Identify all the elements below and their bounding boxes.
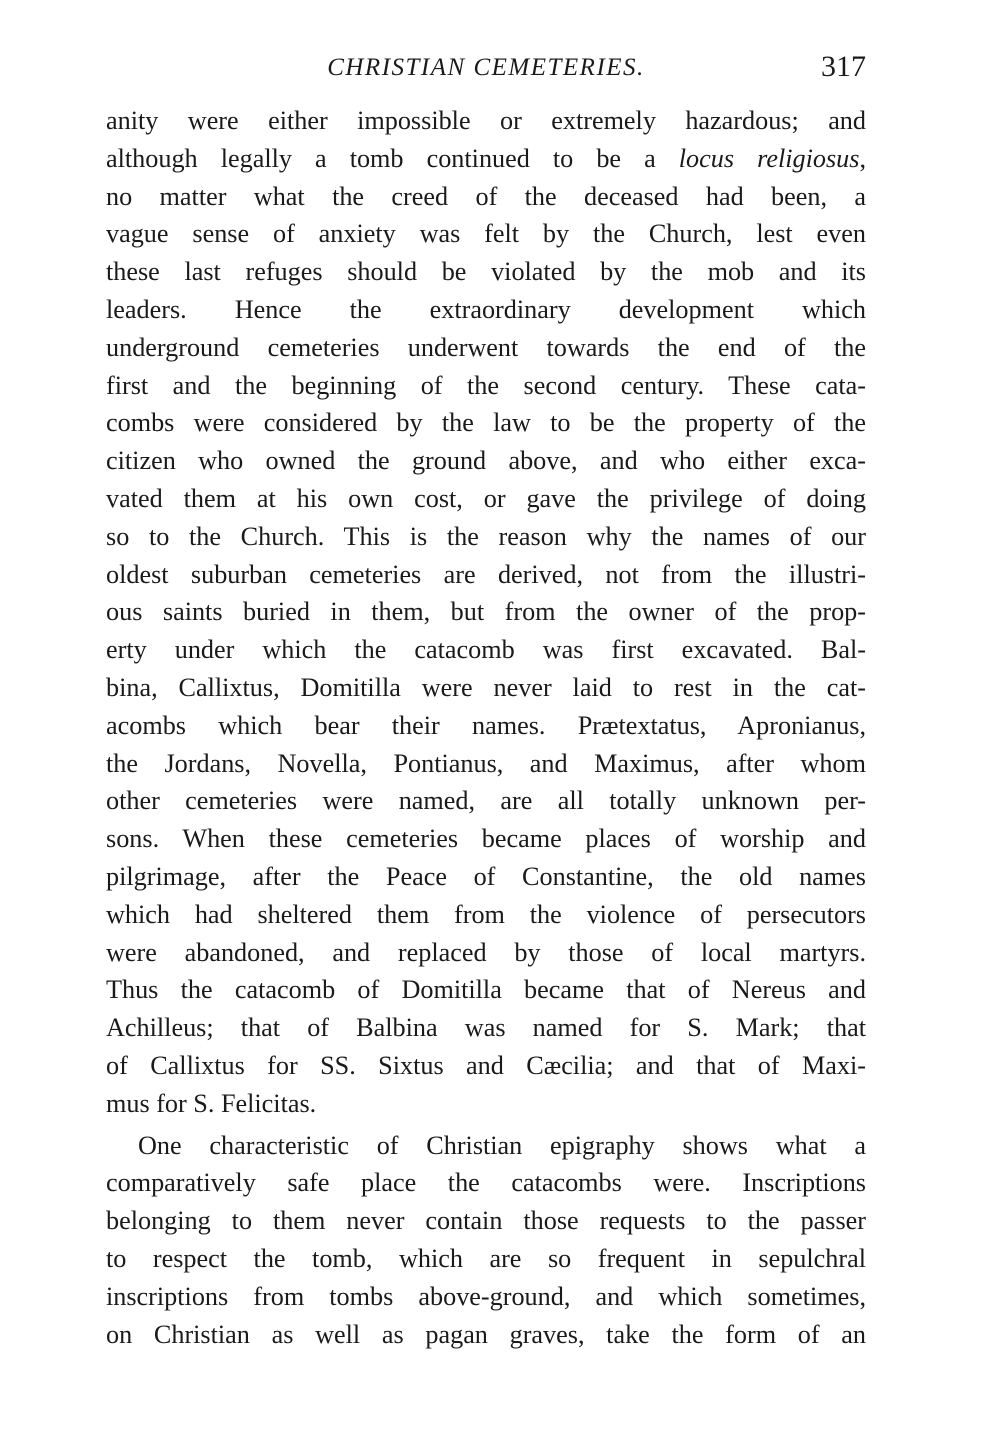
text-line: anity were either impossible or extremely hazardous; and — [106, 106, 866, 135]
text-line: Thus the catacomb of Domitilla became that of Nereus and — [106, 975, 866, 1005]
text-line: pilgrimage, after the Peace of Constantine, the old names — [106, 861, 866, 891]
text-line: although legally a tomb continued to be a locus religiosus, — [106, 143, 866, 173]
text-line: underground cemeteries underwent towards the end of the — [106, 332, 866, 362]
text-line: no matter what the creed of the deceased had been, a — [106, 181, 866, 211]
text-line: sons. When these cemeteries became places of worship and — [106, 824, 866, 854]
text-line: vated them at his own cost, or gave the privilege of doing — [106, 483, 866, 513]
text-line: comparatively safe place the catacombs were. Inscriptions — [106, 1168, 866, 1198]
paragraph-1 — [106, 102, 866, 1123]
body-text — [106, 102, 866, 1353]
text-line: vague sense of anxiety was felt by the Church, lest even — [106, 219, 866, 249]
text-line: other cemeteries were named, are all totally unknown per- — [106, 786, 866, 816]
paragraph-2 — [106, 1127, 866, 1354]
text-line: belonging to them never contain those requests to the passer — [106, 1206, 866, 1236]
text-line: these last refuges should be violated by the mob and its — [106, 257, 866, 287]
text-line: acombs which bear their names. Prætextatus, Apronianus, — [106, 710, 866, 740]
running-title: CHRISTIAN CEMETERIES. — [327, 54, 645, 81]
text-line: combs were considered by the law to be the property of the — [106, 408, 866, 438]
text-line: mus for S. Felicitas. — [106, 1088, 317, 1118]
text-line: on Christian as well as pagan graves, take the form of an — [106, 1319, 866, 1349]
text-line: which had sheltered them from the violence of persecutors — [106, 899, 866, 929]
text-line: leaders. Hence the extraordinary development which — [106, 294, 866, 324]
text-line: ous saints buried in them, but from the owner of the prop- — [106, 597, 866, 627]
text-line: oldest suburban cemeteries are derived, not from the illustri- — [106, 559, 866, 589]
text-line: to respect the tomb, which are so frequent in sepulchral — [106, 1243, 866, 1273]
text-line: were abandoned, and replaced by those of local martyrs. — [106, 937, 866, 967]
text-line: citizen who owned the ground above, and who either exca- — [106, 446, 866, 476]
running-head — [106, 50, 866, 90]
text-line: Achilleus; that of Balbina was named for S. Mark; that — [106, 1013, 866, 1043]
page-number: 317 — [821, 50, 866, 83]
text-line: first and the beginning of the second century. These cata- — [106, 370, 866, 400]
text-line: One characteristic of Christian epigraphy shows what a — [138, 1130, 866, 1160]
text-line: so to the Church. This is the reason why the names of our — [106, 521, 866, 551]
text-line: of Callixtus for SS. Sixtus and Cæcilia; and that of Maxi- — [106, 1050, 866, 1080]
text-line: bina, Callixtus, Domitilla were never laid to rest in the cat- — [106, 672, 866, 702]
text-line: the Jordans, Novella, Pontianus, and Maximus, after whom — [106, 748, 866, 778]
text-line: inscriptions from tombs above-ground, and which sometimes, — [106, 1281, 866, 1311]
text-line: erty under which the catacomb was first excavated. Bal- — [106, 635, 866, 665]
latin-phrase: locus religiosus — [678, 143, 860, 173]
